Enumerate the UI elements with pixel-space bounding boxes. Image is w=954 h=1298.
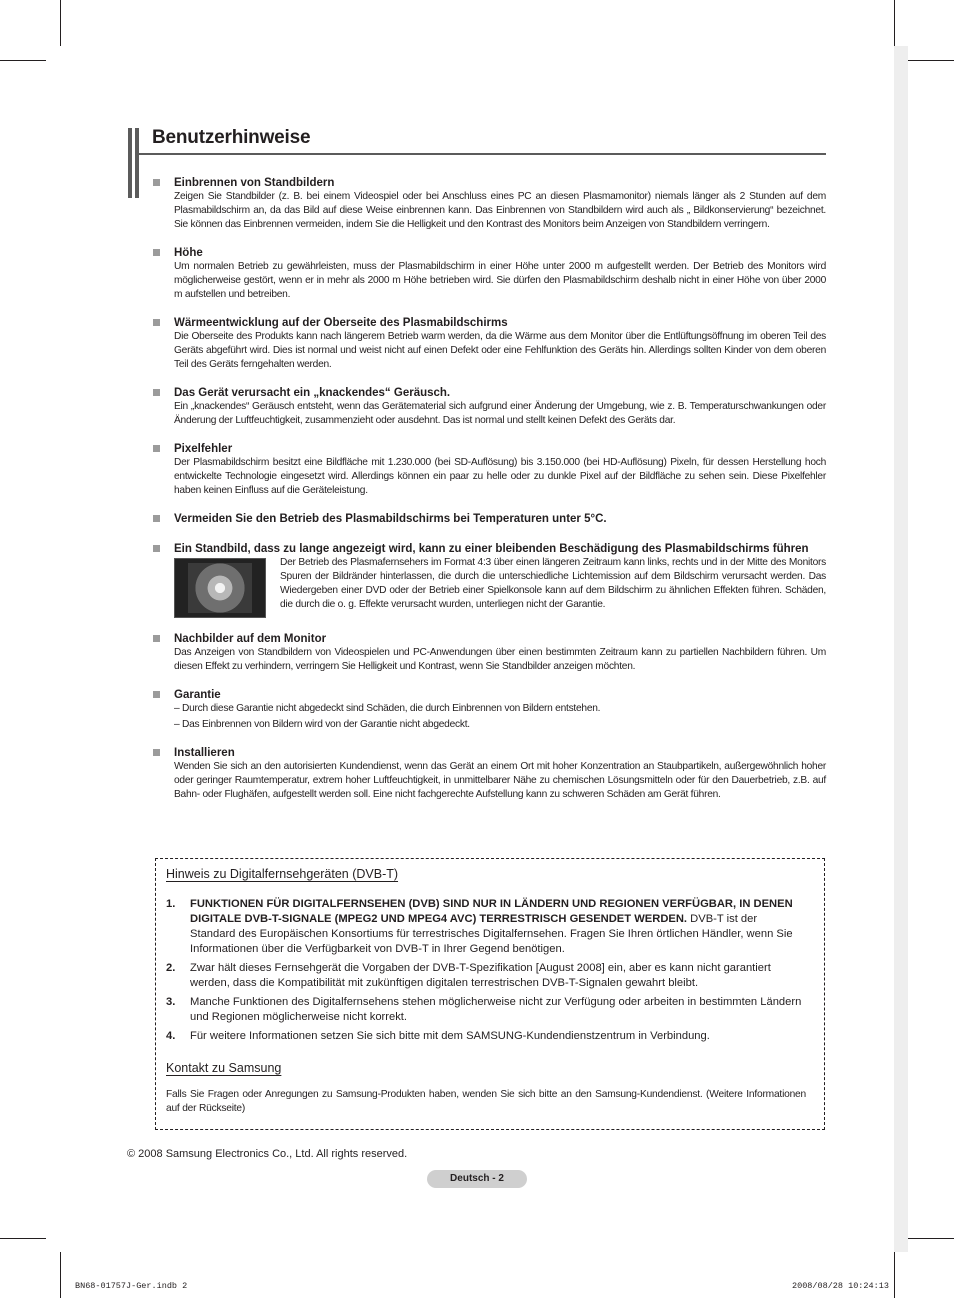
item-text: Für weitere Informationen setzen Sie sich bitte mit dem SAMSUNG-Kundendienstzentrum in Verbindung. <box>190 1030 710 1042</box>
dvb-list-item <box>166 1029 802 1044</box>
page-number-badge: Deutsch - 2 <box>427 1170 527 1188</box>
title-accent-bar <box>128 128 132 198</box>
square-bullet-icon <box>153 515 160 522</box>
notice-section <box>152 512 826 526</box>
item-number: 3. <box>166 996 176 1008</box>
contact-text: Falls Sie Fragen oder Anregungen zu Samsung-Produkten haben, wenden Sie sich bitte an den Samsung-Kundendienst. (Weitere Informationen auf der Rückseite) <box>166 1089 806 1114</box>
print-slug-date: 2008/08/28 10:24:13 <box>792 1281 889 1291</box>
square-bullet-icon <box>153 749 160 756</box>
flower-screen-image <box>188 563 252 613</box>
page-edge-strip <box>894 46 908 1252</box>
tv-burn-in-image <box>174 558 266 618</box>
section-text: Wenden Sie sich an den autorisierten Kundendienst, wenn das Gerät an einem Ort mit hoher Konzentration an Staubpartikeln, außergewöhnlich hoher oder geringer Raumtemperatur, extrem hoher Luftfeuchtigkeit, in unmittelbarer Nähe zu chemischen Lösungsmitteln oder für den Dauerbetrieb, z.B. auf Bahn- oder Flughäfen, aufgestellt werden soll. Eine nicht fachgerechte Aufstellung kann zu schweren Schäden am Gerät führen. <box>174 761 826 800</box>
item-text: Zwar hält dieses Fernsehgerät die Vorgaben der DVB-T-Spezifikation [August 2008] ein, aber es kann nicht garantiert werden, dass die Kompatibilität mit zukünftigen digitalen terrestrischen DVB-T-Signalen gewahrt bleibt. <box>190 962 771 989</box>
crop-mark <box>908 60 954 61</box>
notice-section <box>152 632 826 674</box>
crop-mark <box>60 0 61 46</box>
item-number: 4. <box>166 1030 176 1042</box>
square-bullet-icon <box>153 179 160 186</box>
section-text: Um normalen Betrieb zu gewährleisten, muss der Plasmabildschirm in einer Höhe unter 2000 m aufgestellt werden. Der Betrieb des Monitors wird möglicherweise gestört, wenn er in mehr als 2000 m Höhe betrieben wird. Sie dürfen den Plasmabildschirm deshalb nicht in einer Höhe von über 2000 m aufstellen und betreiben. <box>174 261 826 300</box>
item-text: DVB-T ist der Standard des Europäischen Konsortiums für terrestrisches Digitalfernsehen. Fragen Sie Ihren örtlichen Händler, wenn Sie Informationen über die Verfügbarkeit von DVB-T in Ihrer Gegend benötigen. <box>190 913 793 955</box>
dvb-list-item <box>166 897 802 957</box>
section-heading: Pixelfehler <box>174 443 233 455</box>
title-rule <box>139 153 826 155</box>
crop-mark <box>894 1252 895 1298</box>
notice-section <box>152 688 826 732</box>
notice-section <box>152 442 826 498</box>
crop-mark <box>60 1252 61 1298</box>
section-heading: Ein Standbild, dass zu lange angezeigt wird, kann zu einer bleibenden Beschädigung des Plasmabildschirms führen <box>174 543 809 555</box>
page-title: Benutzerhinweise <box>152 127 311 148</box>
square-bullet-icon <box>153 545 160 552</box>
crop-mark <box>0 60 46 61</box>
section-heading: Einbrennen von Standbildern <box>174 177 335 189</box>
print-slug-file: BN68-01757J-Ger.indb 2 <box>75 1281 188 1291</box>
section-text: Die Oberseite des Produkts kann nach längerem Betrieb warm werden, da die Wärme aus dem Monitor über die Entlüftungsöffnung im oberen Teil des Geräts abgeführt wird. Dies ist normal und weist nicht auf einen Defekt oder eine Fehlfunktion des Geräts hin. Allerdings sollten Kinder von dem oberen Teil des Geräts ferngehalten werden. <box>174 331 826 370</box>
section-heading: Höhe <box>174 247 203 259</box>
dvb-list-item <box>166 961 802 991</box>
section-text: Zeigen Sie Standbilder (z. B. bei einem Videospiel oder bei Anschluss eines PC an diesen Plasmamonitor) niemals länger als 2 Stunden auf dem Plasmabildschirm an, da das Bild auf diese Weise einbrennen kann. Das Einbrennen von Standbildern wird auch als „ Bildkonservierung“ bezeichnet. Sie können das Einbrennen vermeiden, indem Sie die Helligkeit und den Kontrast des Monitors beim Anzeigen von Standbildern verringern. <box>174 191 826 230</box>
square-bullet-icon <box>153 389 160 396</box>
warranty-line: – Durch diese Garantie nicht abgedeckt sind Schäden, die durch Einbrennen von Bildern entstehen. <box>174 703 601 714</box>
copyright: © 2008 Samsung Electronics Co., Ltd. All rights reserved. <box>127 1148 408 1160</box>
section-heading: Installieren <box>174 747 235 759</box>
notice-section <box>152 246 826 302</box>
dvb-list-item <box>166 995 802 1025</box>
item-number: 1. <box>166 898 176 910</box>
section-heading: Wärmeentwicklung auf der Oberseite des Plasmabildschirms <box>174 317 508 329</box>
warranty-line: – Das Einbrennen von Bildern wird von der Garantie nicht abgedeckt. <box>174 719 470 730</box>
section-text: Der Plasmabildschirm besitzt eine Bildfläche mit 1.230.000 (bei SD-Auflösung) bis 3.150.000 (bei HD-Auflösung) Pixeln, für dessen Herstellung hoch entwickelte Technologie eingesetzt wird. Allerdings können ein paar zu helle oder zu dunkle Pixel auf der Bildfläche zu sehen sein. Diese Pixelfehler haben keinen Einfluss auf die Geräteleistung. <box>174 457 826 496</box>
square-bullet-icon <box>153 445 160 452</box>
section-text: Das Anzeigen von Standbildern von Videospielen und PC-Anwendungen über einen bestimmten Zeitraum kann zu partiellen Nachbildern führen. Um diesen Effekt zu verhindern, verringern Sie Helligkeit und Kontrast, wenn Sie Standbilder anzeigen möchten. <box>174 647 826 672</box>
notice-section <box>152 746 826 802</box>
image-text-row <box>174 556 826 618</box>
crop-mark <box>0 1238 46 1239</box>
section-heading: Nachbilder auf dem Monitor <box>174 633 327 645</box>
notice-section <box>152 386 826 428</box>
notice-list <box>152 176 826 816</box>
item-number: 2. <box>166 962 176 974</box>
square-bullet-icon <box>153 249 160 256</box>
notice-section <box>152 176 826 232</box>
item-text: Manche Funktionen des Digitalfernsehens stehen möglicherweise nicht zur Verfügung oder arbeiten in bestimmten Ländern und Regionen möglicherweise nicht korrekt. <box>190 996 802 1023</box>
section-heading: Vermeiden Sie den Betrieb des Plasmabildschirms bei Temperaturen unter 5°C. <box>174 513 607 525</box>
square-bullet-icon <box>153 691 160 698</box>
dvb-heading: Hinweis zu Digitalfernsehgeräten (DVB-T) <box>166 867 399 881</box>
section-text: Ein „knackendes“ Geräusch entsteht, wenn das Gerätematerial sich aufgrund einer Änderung der Umgebung, wie z. B. Temperaturschwankungen oder Änderung der Luftfeuchtigkeit, zusammenzieht oder ausdehnt. Das ist normal und stellt keinen Defekt des Geräts dar. <box>174 401 826 426</box>
dvb-list <box>166 897 802 1048</box>
dvb-notice-box <box>155 858 825 1130</box>
title-accent-bar <box>135 128 139 198</box>
section-text: Der Betrieb des Plasmafernsehers im Format 4:3 über einen längeren Zeitraum kann links, rechts und in der Mitte des Monitors Spuren der Bildränder hinterlassen, die durch die unterschiedliche Lichtemission auf dem Bildschirm verursacht werden. Das Wiedergeben einer DVD oder der Betrieb einer Spielkonsole kann auf dem Bildschirm zu ähnlichen Effekten führen. Schäden, die durch die o. g. Effekte verursacht wurden, unterliegen nicht der Garantie. <box>280 557 826 610</box>
square-bullet-icon <box>153 319 160 326</box>
item-bold-text: FUNKTIONEN FÜR DIGITALFERNSEHEN (DVB) SIND NUR IN LÄNDERN UND REGIONEN VERFÜGBAR, IN DENEN DIGITALE DVB-T-SIGNALE (MPEG2 UND MPEG4 AVC) TERRESTRISCH GESENDET WERDEN. <box>190 898 793 925</box>
section-heading: Das Gerät verursacht ein „knackendes“ Geräusch. <box>174 387 451 399</box>
crop-mark <box>894 0 895 46</box>
notice-section <box>152 542 826 618</box>
notice-section <box>152 316 826 372</box>
section-heading: Garantie <box>174 689 221 701</box>
crop-mark <box>908 1238 954 1239</box>
contact-heading: Kontakt zu Samsung <box>166 1061 282 1075</box>
square-bullet-icon <box>153 635 160 642</box>
